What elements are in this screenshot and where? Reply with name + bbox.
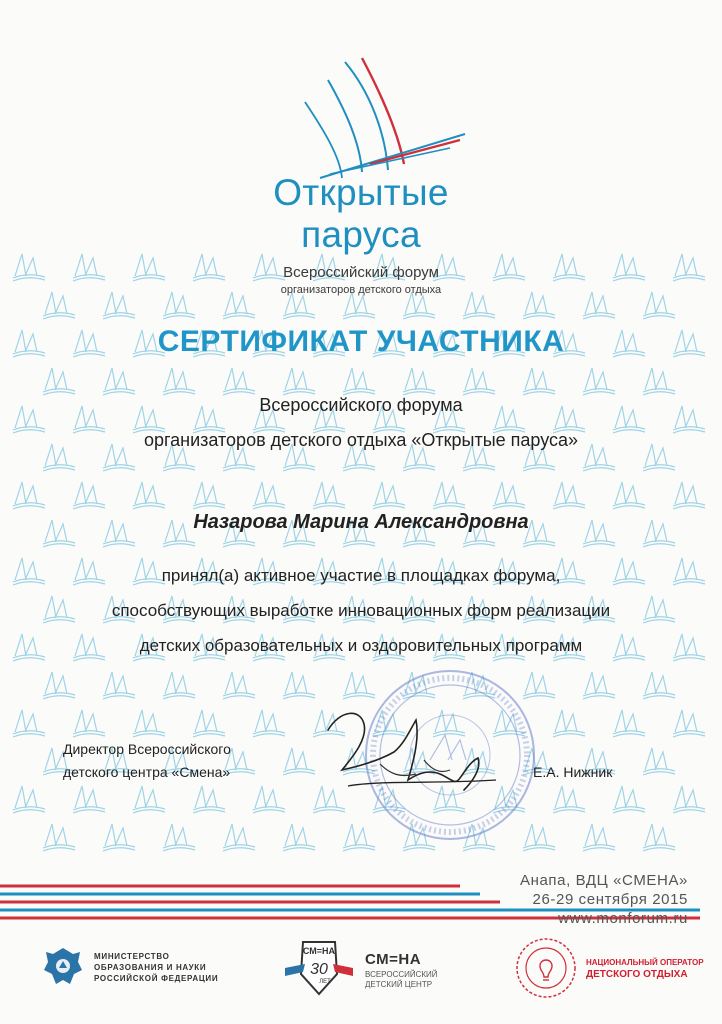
watermark-sail (283, 368, 315, 395)
watermark-sail (343, 368, 375, 395)
watermark-sail (13, 254, 45, 281)
smena-years: 30 (310, 961, 328, 978)
watermark-sail (73, 254, 105, 281)
signatory-position-line-2: детского центра «Смена» (63, 764, 231, 780)
event-place: Анапа, ВДЦ «СМЕНА» (519, 872, 688, 889)
watermark-sail (643, 824, 675, 851)
sail-logo-icon (300, 52, 470, 182)
watermark-sail (313, 482, 345, 509)
recipient-name: Назарова Марина Александровна (193, 511, 529, 533)
watermark-sail (643, 672, 675, 699)
watermark-sail (373, 482, 405, 509)
watermark-sail (163, 292, 195, 319)
watermark-sail (463, 292, 495, 319)
ministry-text-line-1: МИНИСТЕРСТВО (94, 952, 170, 961)
national-operator-logo (514, 936, 704, 1000)
watermark-sail (133, 482, 165, 509)
forum-line-2: организаторов детского отдыха «Открытые паруса» (143, 430, 579, 450)
smena-wordmark: СМ=НА (365, 951, 422, 968)
watermark-sail (103, 824, 135, 851)
watermark-sail (403, 292, 435, 319)
watermark-sail (163, 672, 195, 699)
watermark-sail (163, 368, 195, 395)
watermark-sail (223, 672, 255, 699)
event-dates: 26-29 сентября 2015 (532, 891, 688, 908)
operator-text-line-2: ДЕТСКОГО ОТДЫХА (586, 969, 688, 980)
national-operator-emblem-icon (514, 936, 578, 1000)
watermark-sail (643, 292, 675, 319)
signature (320, 700, 510, 810)
watermark-sail (13, 406, 45, 433)
coat-of-arms-icon (40, 944, 86, 990)
watermark-sail (673, 254, 705, 281)
brand-title-line1: Открытые (273, 172, 449, 213)
watermark-sail (583, 292, 615, 319)
watermark-sail (283, 292, 315, 319)
watermark-sail (643, 748, 675, 775)
watermark-sail (553, 786, 585, 813)
brand-subtitle-line1: Всероссийский форум (283, 264, 439, 281)
watermark-sail (43, 368, 75, 395)
operator-text-line-1: НАЦИОНАЛЬНЫЙ ОПЕРАТОР (586, 958, 704, 967)
body-text-line-2: способствующих выработке инновационных форм реализации (111, 601, 611, 620)
watermark-sail (223, 292, 255, 319)
watermark-sail (673, 558, 705, 585)
certificate-title: СЕРТИФИКАТ УЧАСТНИКА (157, 325, 565, 358)
brand-title-line2: паруса (301, 214, 421, 255)
watermark-sail (13, 330, 45, 357)
watermark-sail (493, 482, 525, 509)
watermark-sail (103, 672, 135, 699)
event-website: www.monforum.ru (558, 910, 688, 927)
smena-years-label: ЛЕТ (319, 979, 331, 985)
watermark-sail (673, 482, 705, 509)
watermark-sail (463, 368, 495, 395)
watermark-sail (673, 330, 705, 357)
body-text-line-1: принял(а) активное участие в площадках форума, (161, 566, 561, 585)
watermark-sail (193, 710, 225, 737)
watermark-sail (13, 482, 45, 509)
watermark-sail (223, 824, 255, 851)
watermark-sail (73, 482, 105, 509)
watermark-sail (73, 786, 105, 813)
watermark-sail (613, 482, 645, 509)
brand-subtitle-line2: организаторов детского отдыха (280, 284, 442, 296)
watermark-sail (673, 710, 705, 737)
watermark-sail (613, 710, 645, 737)
watermark-sail (253, 710, 285, 737)
watermark-sail (433, 482, 465, 509)
watermark-sail (193, 786, 225, 813)
watermark-sail (343, 292, 375, 319)
signatory-name: Е.А. Нижник (533, 764, 613, 780)
body-text-line-3: детских образовательных и оздоровительных программ (139, 636, 583, 655)
watermark-sail (583, 672, 615, 699)
watermark-sail (403, 368, 435, 395)
watermark-sail (73, 710, 105, 737)
watermark-sail (13, 710, 45, 737)
watermark-sail (283, 748, 315, 775)
watermark-sail (43, 824, 75, 851)
watermark-sail (253, 482, 285, 509)
watermark-sail (223, 368, 255, 395)
smena-subtitle-line-1: ВСЕРОССИЙСКИЙ (365, 970, 438, 979)
watermark-sail (643, 368, 675, 395)
watermark-sail (13, 786, 45, 813)
ministry-text-line-2: ОБРАЗОВАНИЯ И НАУКИ (94, 963, 207, 972)
signatory-position-line-1: Директор Всероссийского (63, 741, 231, 757)
watermark-sail (43, 672, 75, 699)
watermark-sail (283, 672, 315, 699)
watermark-sail (553, 254, 585, 281)
smena-30-years-icon (283, 938, 355, 998)
watermark-sail (193, 482, 225, 509)
watermark-sail (253, 786, 285, 813)
watermark-sail (43, 292, 75, 319)
watermark-sail (133, 254, 165, 281)
watermark-sail (613, 786, 645, 813)
watermark-sail (583, 368, 615, 395)
watermark-sail (583, 824, 615, 851)
watermark-sail (163, 824, 195, 851)
watermark-sail (673, 634, 705, 661)
forum-line-1: Всероссийского форума (259, 395, 463, 415)
watermark-sail (553, 482, 585, 509)
smena-logo (283, 938, 453, 998)
watermark-sail (133, 786, 165, 813)
watermark-sail (133, 710, 165, 737)
watermark-sail (103, 292, 135, 319)
watermark-sail (13, 558, 45, 585)
watermark-sail (523, 368, 555, 395)
watermark-sail (673, 406, 705, 433)
watermark-sail (283, 824, 315, 851)
watermark-sail (673, 786, 705, 813)
smena-shield-name: СМ=НА (302, 946, 336, 956)
watermark-sail (613, 254, 645, 281)
watermark-sail (103, 368, 135, 395)
watermark-sail (523, 292, 555, 319)
ministry-text-line-3: РОССИЙСКОЙ ФЕДЕРАЦИИ (94, 974, 219, 983)
smena-subtitle-line-2: ДЕТСКИЙ ЦЕНТР (365, 980, 433, 989)
ministry-logo (40, 944, 230, 994)
watermark-sail (13, 634, 45, 661)
watermark-sail (553, 710, 585, 737)
